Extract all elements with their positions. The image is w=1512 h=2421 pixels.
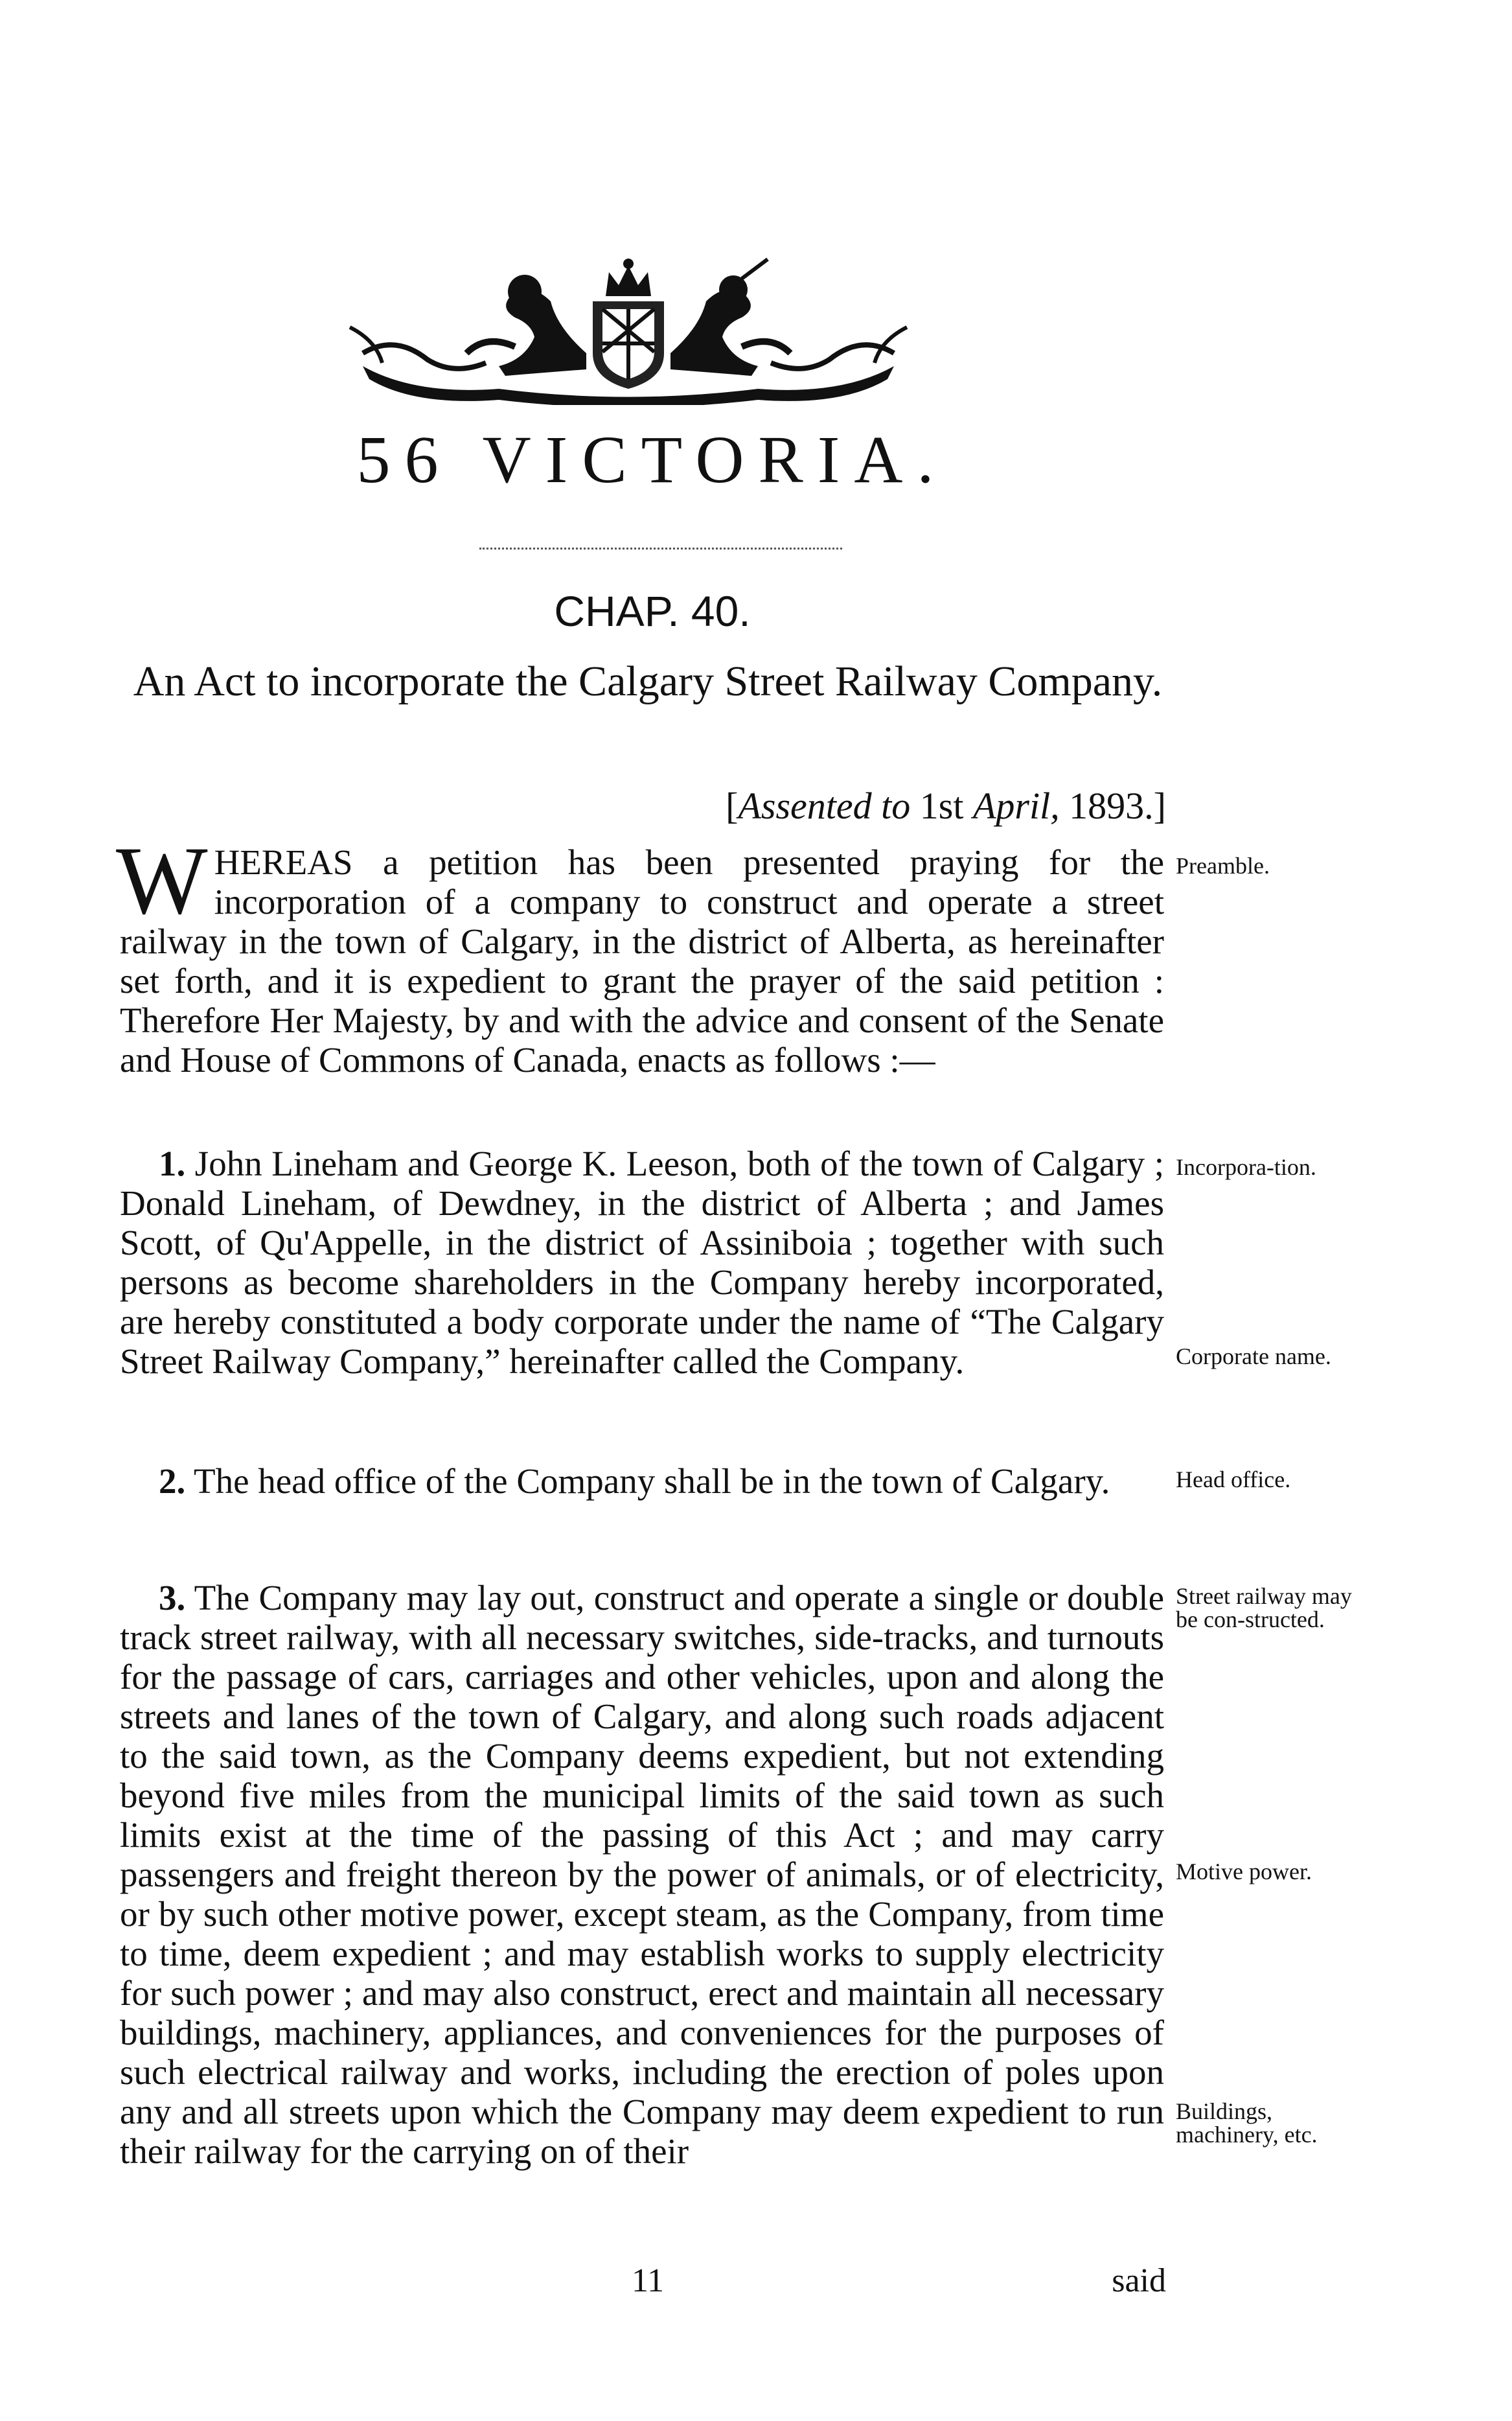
- marginal-note-preamble: Preamble.: [1176, 853, 1270, 879]
- assented-month: April,: [972, 785, 1060, 827]
- section-text: The head office of the Company shall be in the town of Calgary.: [194, 1461, 1110, 1501]
- marginal-note-corporate-name: Corporate name.: [1176, 1343, 1331, 1369]
- marginal-note-head-office: Head office.: [1176, 1466, 1291, 1492]
- assented-day: 1st: [919, 785, 964, 827]
- act-title: An Act to incorporate the Calgary Street Railway Company.: [133, 658, 1163, 705]
- marginal-note-buildings: Buildings, machinery, etc.: [1176, 2098, 1318, 2148]
- section-3: [120, 1578, 1164, 2171]
- section-2: [120, 1461, 1164, 1501]
- marginal-note-incorporation: Incorpora-tion.: [1176, 1154, 1316, 1180]
- assented-year: 1893.: [1069, 785, 1154, 827]
- marginal-note-motive-power: Motive power.: [1176, 1859, 1312, 1884]
- header-rule: [479, 548, 842, 550]
- royal-coat-of-arms-icon: [337, 256, 920, 405]
- assent-date: [Assented to 1st April, 1893.]: [726, 785, 1166, 827]
- preamble-paragraph: [116, 827, 1164, 1080]
- section-number: 2.: [159, 1461, 186, 1501]
- section-1: [120, 1144, 1164, 1381]
- regnal-year: 56 VICTORIA.: [356, 423, 948, 497]
- marginal-note-street-railway: Street railway may be con-structed.: [1176, 1583, 1352, 1632]
- catchword: said: [1112, 2262, 1166, 2299]
- page-number: 11: [631, 2262, 665, 2299]
- assented-prefix: Assented to: [738, 785, 911, 827]
- section-text: The Company may lay out, construct and operate a single or double track street railway, with all necessary switches, side-tracks, and turnouts for the passage of cars, carriages and other vehicles, upon and along the streets and lanes of the town of Calgary, and along such roads adjacent to the said town, as the Company deems expedient, but not extending beyond five miles from the municipal limits of the said town as such limits exist at the time of the passing of this Act ; and may carry passengers and freight thereon by the power of animals, or of electricity, or by such other motive power, except steam, as the Company, from time to time, deem expedient ; and may establish works to supply electricity for such power ; and may also construct, erect and maintain all necessary buildings, machinery, appliances, and conveniences for the purposes of such electrical railway and works, including the erection of poles upon any and all streets upon which the Company may deem expedient to run their railway for the carrying on of their: [120, 1578, 1164, 2171]
- section-number: 3.: [159, 1578, 186, 1617]
- chapter-number: CHAP. 40.: [554, 587, 751, 635]
- section-number: 1.: [159, 1144, 186, 1183]
- section-text: John Lineham and George K. Leeson, both of the town of Calgary ; Donald Lineham, of Dewdney, in the district of Alberta ; and James Scott, of Qu'Appelle, in the district of Assiniboia ; together with such persons as become shareholders in the Company hereby incorporated, are hereby constituted a body corporate under the name of “The Calgary Street Railway Company,” hereinafter called the Company.: [120, 1144, 1164, 1381]
- drop-cap: W: [116, 827, 208, 934]
- preamble-text: HEREAS a petition has been presented praying for the incorporation of a company to construct and operate a street railway in the town of Calgary, in the district of Alberta, as hereinafter set forth, and it is expedient to grant the prayer of the said petition : Therefore Her Majesty, by and with the advice and consent of the Senate and House of Commons of Canada, enacts as follows :—: [120, 842, 1164, 1080]
